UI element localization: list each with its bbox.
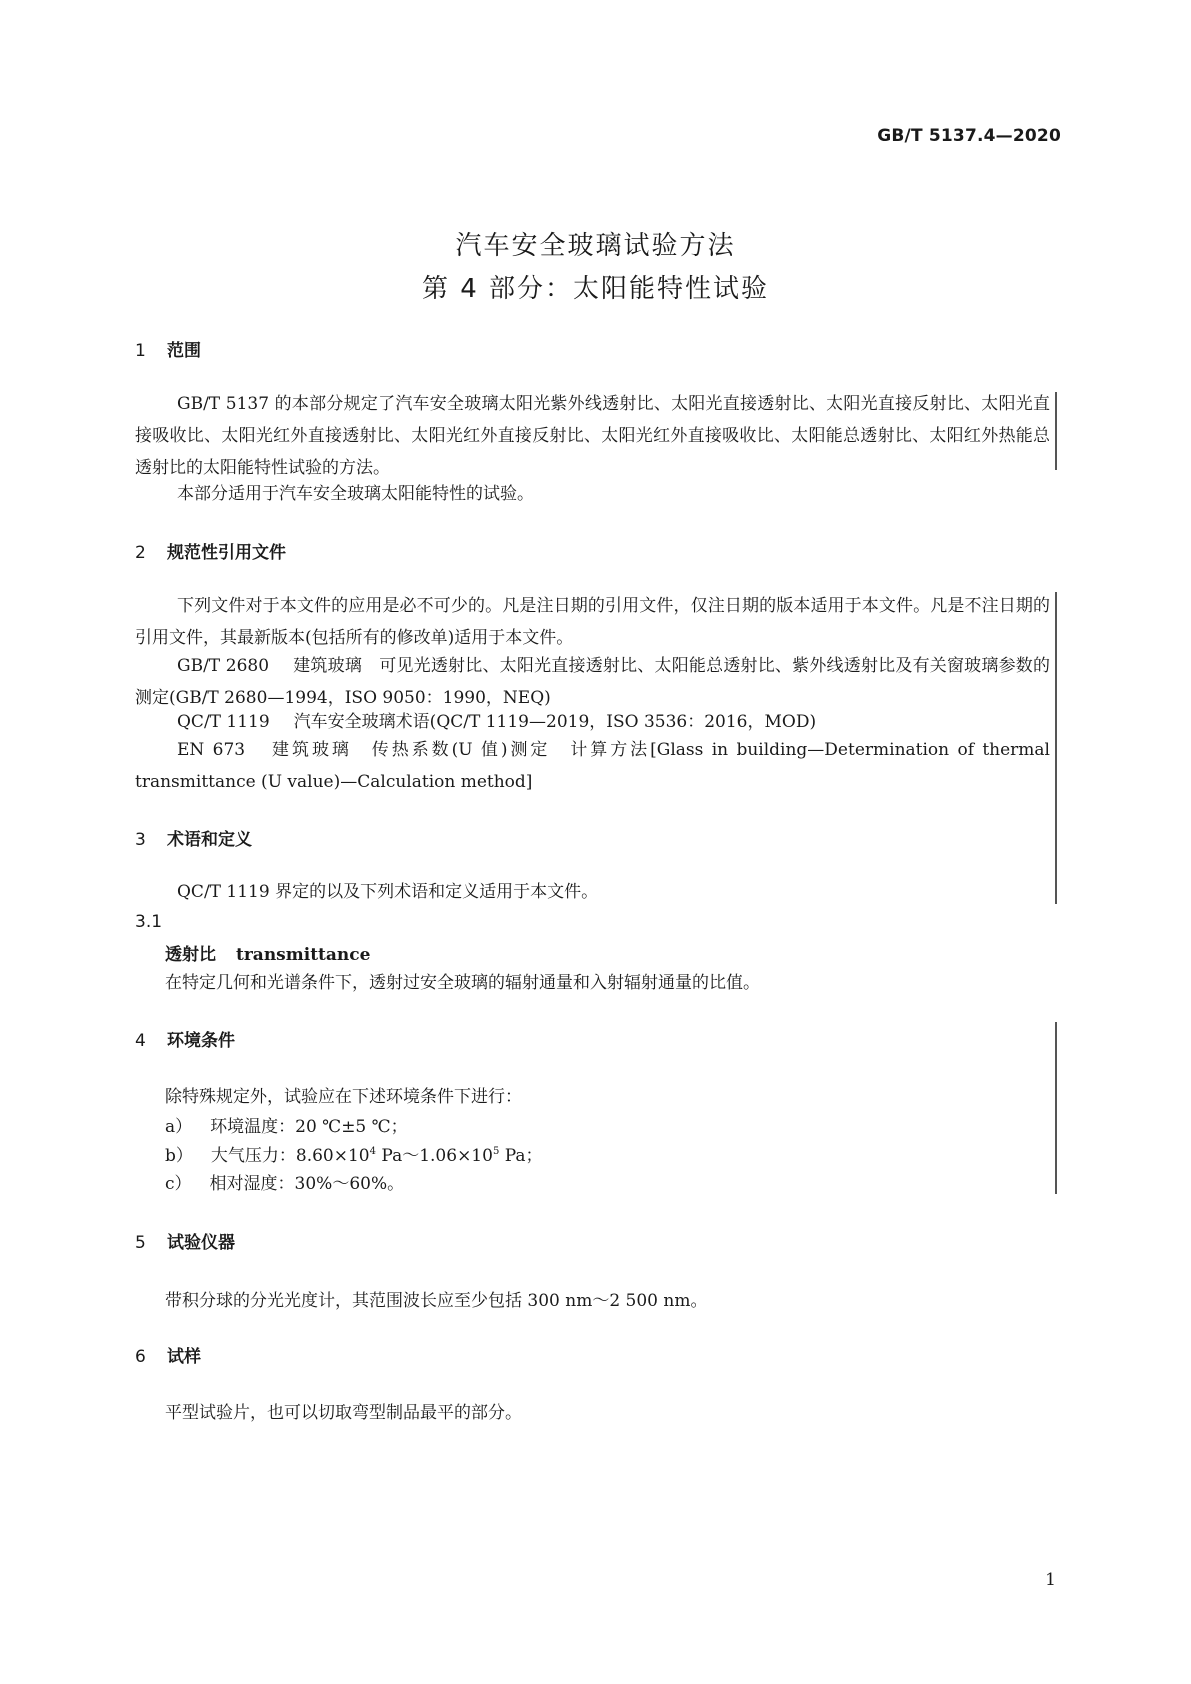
revision-bar xyxy=(1055,1022,1057,1194)
term-entry xyxy=(165,940,370,965)
section-4-heading xyxy=(135,1026,235,1051)
term-definition: 在特定几何和光谱条件下，透射过安全玻璃的辐射通量和入射辐射通量的比值。 xyxy=(165,973,760,993)
document-subtitle: 第 4 部分：太阳能特性试验 xyxy=(421,274,770,304)
section-title: 范围 xyxy=(167,341,201,361)
list-item-c xyxy=(165,1169,404,1194)
list-text: 大气压力：8.60×10 xyxy=(210,1146,370,1166)
list-text: 相对湿度：30%～60%。 xyxy=(209,1174,405,1194)
section-6-heading xyxy=(135,1342,201,1367)
section-4-paragraph: 除特殊规定外，试验应在下述环境条件下进行： xyxy=(165,1087,522,1107)
section-title: 试验仪器 xyxy=(167,1233,235,1253)
section-number: 3 xyxy=(135,830,146,850)
section-number: 1 xyxy=(135,341,146,361)
section-6-paragraph: 平型试验片，也可以切取弯型制品最平的部分。 xyxy=(165,1403,522,1423)
exponent: 4 xyxy=(369,1146,376,1157)
exponent: 5 xyxy=(492,1146,500,1157)
reference-text: 建筑玻璃 传热系数(U 值)测定 计算方法[Glass in building—Determination of thermal transmittance (U value)—Calculation method] xyxy=(135,740,1050,792)
reference-gb-t-2680 xyxy=(135,650,1050,714)
term-chinese: 透射比 xyxy=(165,945,216,965)
section-2-paragraph: 下列文件对于本文件的应用是必不可少的。凡是注日期的引用文件，仅注日期的版本适用于本文件。凡是不注日期的引用文件，其最新版本(包括所有的修改单)适用于本文件。 xyxy=(135,596,1050,648)
section-title: 规范性引用文件 xyxy=(167,543,286,563)
reference-text: 建筑玻璃 可见光透射比、太阳光直接透射比、太阳能总透射比、紫外线透射比及有关窗玻璃参数的测定(GB/T 2680—1994，ISO 9050：1990，NEQ) xyxy=(135,656,1050,708)
list-label: b） xyxy=(165,1146,193,1166)
list-item-b xyxy=(165,1141,543,1166)
reference-code: QC/T 1119 xyxy=(177,712,270,732)
section-3-paragraph: QC/T 1119 界定的以及下列术语和定义适用于本文件。 xyxy=(177,882,599,902)
list-text: 环境温度：20 ℃±5 ℃； xyxy=(210,1117,408,1137)
list-item-a xyxy=(165,1112,408,1137)
section-1-paragraph-2: 本部分适用于汽车安全玻璃太阳能特性的试验。 xyxy=(177,484,534,504)
reference-code: EN 673 xyxy=(177,740,246,760)
standard-code: GB/T 5137.4—2020 xyxy=(877,126,1061,146)
reference-text: 汽车安全玻璃术语(QC/T 1119—2019，ISO 3536：2016，MOD) xyxy=(293,712,817,732)
section-number: 5 xyxy=(135,1233,146,1253)
section-title: 环境条件 xyxy=(167,1031,235,1051)
reference-en-673 xyxy=(135,734,1050,798)
term-number: 3.1 xyxy=(135,912,163,932)
list-label: a） xyxy=(165,1117,193,1137)
reference-code: GB/T 2680 xyxy=(177,656,270,676)
section-5-heading xyxy=(135,1228,235,1253)
section-1-heading xyxy=(135,336,201,361)
section-number: 4 xyxy=(135,1031,146,1051)
revision-bar xyxy=(1055,592,1057,904)
section-number: 6 xyxy=(135,1347,146,1367)
document-title: 汽车安全玻璃试验方法 xyxy=(455,231,736,261)
page-number: 1 xyxy=(1045,1570,1056,1590)
list-text: Pa～1.06×10 xyxy=(376,1146,493,1166)
section-title: 术语和定义 xyxy=(167,830,252,850)
section-number: 2 xyxy=(135,543,146,563)
section-2-heading xyxy=(135,538,286,563)
section-5-paragraph: 带积分球的分光光度计，其范围波长应至少包括 300 nm～2 500 nm。 xyxy=(165,1291,708,1311)
section-1-paragraph: GB/T 5137 的本部分规定了汽车安全玻璃太阳光紫外线透射比、太阳光直接透射比、太阳光直接反射比、太阳光直接吸收比、太阳光红外直接透射比、太阳光红外直接反射比、太阳光红外直接吸收比、太阳能总透射比、太阳红外热能总透射比的太阳能特性试验的方法。 xyxy=(135,394,1050,478)
term-english: transmittance xyxy=(236,945,371,965)
list-label: c） xyxy=(165,1174,192,1194)
list-text: Pa； xyxy=(499,1146,543,1166)
section-3-heading xyxy=(135,825,252,850)
section-title: 试样 xyxy=(167,1347,201,1367)
revision-bar xyxy=(1055,392,1057,470)
